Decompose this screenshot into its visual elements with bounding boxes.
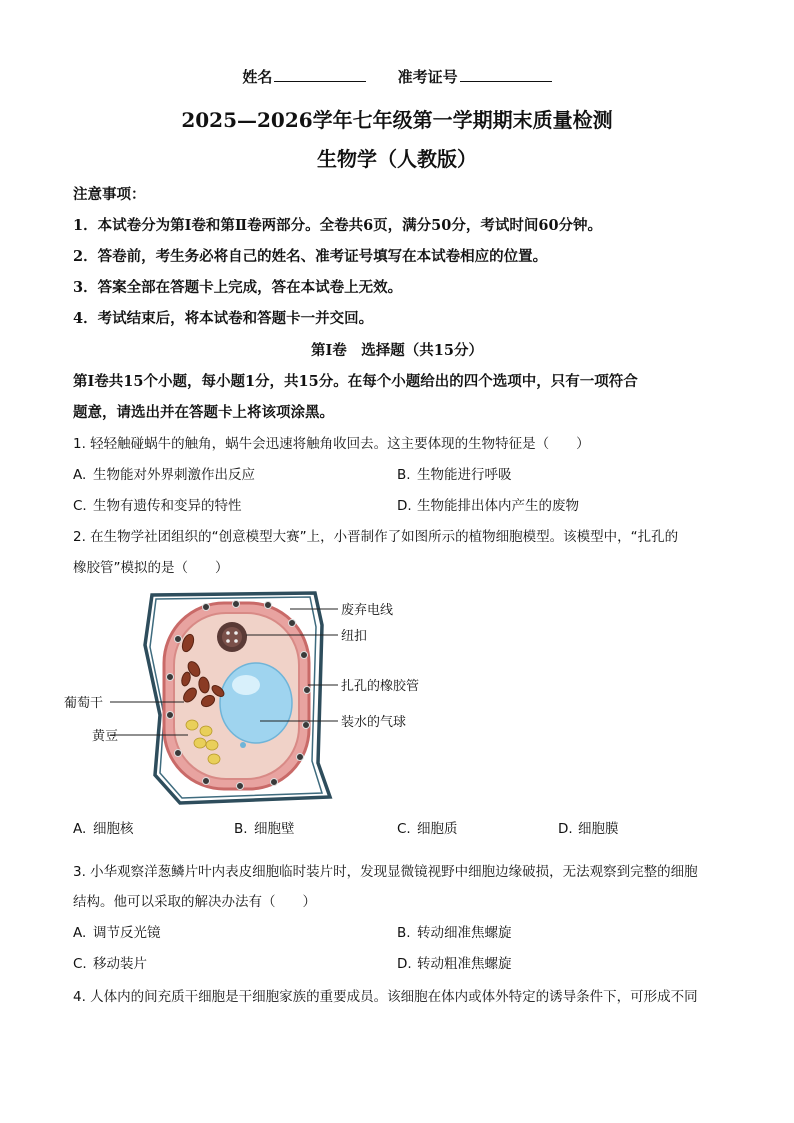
notice-item: 3．答案全部在答题卡上完成，答在本试卷上无效。: [73, 279, 403, 296]
question-1-stem: 1. 轻轻触碰蜗牛的触角，蜗牛会迅速将触角收回去。这主要体现的生物特征是（ ）: [73, 436, 590, 452]
exam-id-label: 准考证号: [397, 68, 458, 86]
section-title: 第Ⅰ卷 选择题（共15分）: [311, 342, 483, 359]
question-3-option-b: B. 转动细准焦螺旋: [397, 925, 512, 941]
question-2-stem: 2. 在生物学社团组织的“创意模型大赛”上，小晋制作了如图所示的植物细胞模型。该模型中，“扎孔的: [73, 529, 679, 545]
water-balloon: [220, 663, 292, 743]
question-2-stem: 橡胶管”模拟的是（ ）: [73, 560, 229, 576]
label-tube: 扎孔的橡胶管: [341, 679, 420, 694]
question-3-option-d: D. 转动粗准焦螺旋: [397, 956, 512, 972]
exam-id-blank: [460, 67, 552, 82]
label-bean: 黄豆: [92, 729, 119, 744]
label-wire: 废弃电线: [341, 603, 394, 618]
label-button: 纽扣: [341, 629, 368, 644]
question-2-option-a: A. 细胞核: [73, 821, 134, 837]
question-1-option-b: B. 生物能进行呼吸: [397, 467, 512, 483]
question-1-option-c: C. 生物有遗传和变异的特性: [73, 498, 242, 514]
notice-heading: 注意事项：: [73, 186, 146, 203]
question-4-stem: 4. 人体内的间充质干细胞是干细胞家族的重要成员。该细胞在体内或体外特定的诱导条件下，可形成不同: [73, 989, 698, 1005]
notice-item: 4．考试结束后，将本试卷和答题卡一并交回。: [73, 310, 374, 327]
question-3-stem: 3. 小华观察洋葱鳞片叶内表皮细胞临时装片时，发现显微镜视野中细胞边缘破损，无法观察到完整的细胞: [73, 864, 698, 880]
notice-item: 2．答卷前，考生务必将自己的姓名、准考证号填写在本试卷相应的位置。: [73, 248, 548, 265]
label-raisin: 葡萄干: [64, 696, 104, 711]
question-3-option-c: C. 移动装片: [73, 956, 147, 972]
name-examid-line: [0, 66, 794, 87]
label-balloon: 装水的气球: [341, 715, 407, 730]
question-1-option-a: A. 生物能对外界刺激作出反应: [73, 467, 255, 483]
plant-cell-model-figure: [60, 585, 460, 810]
exam-title: 2025—2026学年七年级第一学期期末质量检测: [181, 108, 613, 132]
exam-subtitle: 生物学（人教版）: [317, 147, 477, 171]
question-3-option-a: A. 调节反光镜: [73, 925, 161, 941]
section-description: 第Ⅰ卷共15个小题，每小题1分，共15分。在每个小题给出的四个选项中，只有一项符合: [73, 373, 638, 390]
name-label: 姓名: [242, 68, 273, 86]
question-2-option-d: D. 细胞膜: [558, 821, 619, 837]
notice-item: 1．本试卷分为第Ⅰ卷和第Ⅱ卷两部分。全卷共6页，满分50分，考试时间60分钟。: [73, 217, 603, 234]
question-3-stem: 结构。他可以采取的解决办法有（ ）: [73, 894, 316, 910]
question-2-option-b: B. 细胞壁: [234, 821, 295, 837]
question-1-option-d: D. 生物能排出体内产生的废物: [397, 498, 579, 514]
name-blank: [274, 67, 366, 82]
question-2-option-c: C. 细胞质: [397, 821, 458, 837]
section-description: 题意，请选出并在答题卡上将该项涂黑。: [73, 404, 334, 421]
